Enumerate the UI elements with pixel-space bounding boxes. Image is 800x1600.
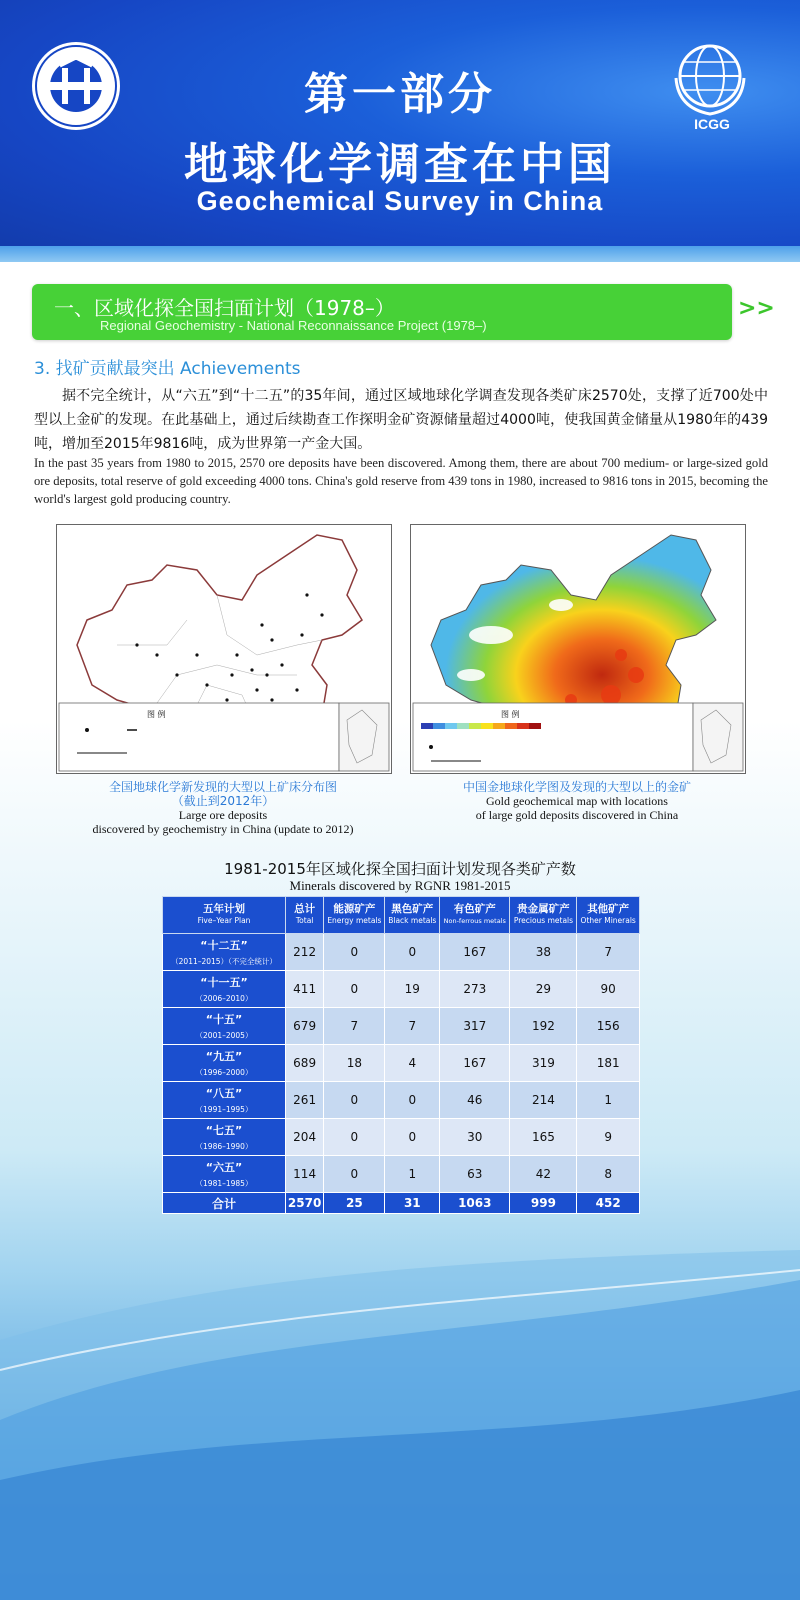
other-cell: 8 bbox=[577, 1156, 640, 1193]
energy-cell: 0 bbox=[324, 1082, 385, 1119]
double-chevron-icon: >> bbox=[738, 296, 775, 321]
plan-years: （2006–2010） bbox=[195, 994, 253, 1003]
main-title-en: Geochemical Survey in China bbox=[196, 186, 604, 216]
header-nonferrous bbox=[440, 897, 510, 934]
total-cell: 689 bbox=[286, 1045, 324, 1082]
black-cell: 19 bbox=[385, 971, 440, 1008]
plan-years: （1986–1990） bbox=[195, 1142, 253, 1151]
total-cell: 114 bbox=[286, 1156, 324, 1193]
header-cn: 有色矿产 bbox=[453, 903, 496, 915]
header-black bbox=[385, 897, 440, 934]
table-row bbox=[163, 1119, 640, 1156]
header-en: Other Minerals bbox=[580, 916, 636, 925]
plan-name: “六五” bbox=[205, 1161, 243, 1174]
map1-caption bbox=[56, 780, 390, 836]
plan-name: “十一五” bbox=[200, 976, 248, 989]
plan-name: “九五” bbox=[205, 1050, 243, 1063]
header-en: Energy metals bbox=[327, 916, 382, 925]
energy-cell: 0 bbox=[324, 971, 385, 1008]
plan-name: “十五” bbox=[205, 1013, 243, 1026]
plan-years: （2001–2005） bbox=[195, 1031, 253, 1040]
plan-cell bbox=[163, 1045, 286, 1082]
black-cell: 0 bbox=[385, 1082, 440, 1119]
precious-cell: 165 bbox=[510, 1119, 577, 1156]
precious-cell: 999 bbox=[510, 1193, 577, 1214]
energy-cell: 25 bbox=[324, 1193, 385, 1214]
other-cell: 7 bbox=[577, 934, 640, 971]
plan-years: （1991–1995） bbox=[195, 1105, 253, 1114]
paragraph-en: In the past 35 years from 1980 to 2015, 2570 ore deposits have been discovered. Among them, there are about 700 medium- or large-sized gold ore deposits, total reserve of gold exceeding 4000 tons. China's gold reserve from 439 tons in 1980, increased to 9816 tons in 2015, becoming the world's largest gold producing country. bbox=[34, 456, 768, 506]
energy-cell: 7 bbox=[324, 1008, 385, 1045]
ore-deposits-map bbox=[56, 524, 392, 774]
map1-caption-cn-note: （截止到2012年） bbox=[171, 794, 275, 808]
total-cell: 261 bbox=[286, 1082, 324, 1119]
nonferrous-cell: 317 bbox=[440, 1008, 510, 1045]
plan-years: （2011–2015）（不完全统计） bbox=[171, 957, 277, 966]
other-cell: 156 bbox=[577, 1008, 640, 1045]
map2-caption-en-1: Gold geochemical map with locations bbox=[486, 794, 668, 808]
plan-years: （1981–1985） bbox=[195, 1179, 253, 1188]
nonferrous-cell: 273 bbox=[440, 971, 510, 1008]
precious-cell: 319 bbox=[510, 1045, 577, 1082]
table-row bbox=[163, 1082, 640, 1119]
black-cell: 31 bbox=[385, 1193, 440, 1214]
header-cn: 其他矿产 bbox=[587, 903, 630, 915]
plan-years: （1996–2000） bbox=[195, 1068, 253, 1077]
black-cell: 0 bbox=[385, 934, 440, 971]
total-cell: 411 bbox=[286, 971, 324, 1008]
map2-caption-cn: 中国金地球化学图及发现的大型以上的金矿 bbox=[462, 780, 691, 794]
header-energy bbox=[324, 897, 385, 934]
map-legend-title: 图 例 bbox=[147, 710, 166, 719]
table-row bbox=[163, 971, 640, 1008]
plan-cell bbox=[163, 971, 286, 1008]
header-total bbox=[286, 897, 324, 934]
total-cell: 679 bbox=[286, 1008, 324, 1045]
energy-cell: 0 bbox=[324, 1156, 385, 1193]
precious-cell: 38 bbox=[510, 934, 577, 971]
other-cell: 452 bbox=[577, 1193, 640, 1214]
section-title-cn: 一、区域化探全国扫面计划（1978–） bbox=[54, 296, 395, 320]
energy-cell: 0 bbox=[324, 1119, 385, 1156]
header-banner bbox=[0, 0, 800, 262]
section-banner bbox=[32, 284, 732, 340]
table-row bbox=[163, 1156, 640, 1193]
section-title-en: Regional Geochemistry - National Reconnaissance Project (1978–) bbox=[100, 318, 487, 333]
nonferrous-cell: 1063 bbox=[440, 1193, 510, 1214]
total-cell: 2570 bbox=[286, 1193, 324, 1214]
other-cell: 181 bbox=[577, 1045, 640, 1082]
map2-caption bbox=[410, 780, 744, 822]
icgg-logo-text: ICGG bbox=[694, 116, 730, 132]
map1-caption-en-1: Large ore deposits bbox=[178, 808, 268, 822]
minerals-table bbox=[162, 896, 640, 1214]
header-en: Precious metals bbox=[513, 916, 574, 925]
map-legend-title: 图 例 bbox=[501, 710, 520, 719]
header-cn: 五年计划 bbox=[203, 903, 245, 915]
black-cell: 4 bbox=[385, 1045, 440, 1082]
header-en: Total bbox=[295, 916, 314, 925]
table-row bbox=[163, 934, 640, 971]
header-en: Non-ferrous metals bbox=[443, 917, 506, 925]
precious-cell: 192 bbox=[510, 1008, 577, 1045]
plan-cell bbox=[163, 1008, 286, 1045]
plan-cell bbox=[163, 934, 286, 971]
black-cell: 0 bbox=[385, 1119, 440, 1156]
plan-name: “十二五” bbox=[200, 939, 248, 952]
precious-cell: 42 bbox=[510, 1156, 577, 1193]
table-header-row bbox=[163, 897, 640, 934]
plan-cell bbox=[163, 1082, 286, 1119]
black-cell: 7 bbox=[385, 1008, 440, 1045]
gold-heatmap-image bbox=[411, 525, 745, 773]
background-wave bbox=[0, 1220, 800, 1600]
map2-caption-en-2: of large gold deposits discovered in China bbox=[475, 808, 679, 822]
table-row bbox=[163, 1045, 640, 1082]
nonferrous-cell: 46 bbox=[440, 1082, 510, 1119]
main-title-cn: 地球化学调查在中国 bbox=[184, 139, 616, 190]
nonferrous-cell: 167 bbox=[440, 934, 510, 971]
black-cell: 1 bbox=[385, 1156, 440, 1193]
energy-cell: 0 bbox=[324, 934, 385, 971]
header-band bbox=[0, 246, 800, 262]
subsection-title: 3. 找矿贡献最突出 Achievements bbox=[34, 359, 301, 379]
other-cell: 1 bbox=[577, 1082, 640, 1119]
header-cn: 能源矿产 bbox=[333, 903, 376, 915]
total-cell: 204 bbox=[286, 1119, 324, 1156]
precious-cell: 214 bbox=[510, 1082, 577, 1119]
china-outline-map bbox=[57, 525, 391, 773]
table-row bbox=[163, 1008, 640, 1045]
part-title: 第一部分 bbox=[304, 69, 496, 120]
nonferrous-cell: 63 bbox=[440, 1156, 510, 1193]
total-cell: 212 bbox=[286, 934, 324, 971]
energy-cell: 18 bbox=[324, 1045, 385, 1082]
header-en: Five–Year Plan bbox=[197, 916, 251, 925]
nonferrous-cell: 30 bbox=[440, 1119, 510, 1156]
table-subtitle: Minerals discovered by RGNR 1981-2015 bbox=[289, 878, 511, 893]
paragraph-cn: 据不完全统计，从“六五”到“十二五”的35年间，通过区域地球化学调查发现各类矿床2570处，支撑了近700处中型以上金矿的发现。在此基础上，通过后续勘查工作探明金矿资源储量超过4000吨，使我国黄金储量从1980年的439吨，增加至2015年9816吨，成为世界第一产金大国。 bbox=[34, 388, 768, 452]
header-cn: 总计 bbox=[294, 903, 316, 915]
other-cell: 90 bbox=[577, 971, 640, 1008]
header-cn: 贵金属矿产 bbox=[517, 903, 570, 915]
plan-cell bbox=[163, 1119, 286, 1156]
map1-caption-cn: 全国地球化学新发现的大型以上矿床分布图 bbox=[108, 780, 337, 794]
header-precious bbox=[510, 897, 577, 934]
table-total-row bbox=[163, 1193, 640, 1214]
gold-geochemical-map bbox=[410, 524, 746, 774]
header-plan bbox=[163, 897, 286, 934]
plan-name: “七五” bbox=[205, 1124, 243, 1137]
nonferrous-cell: 167 bbox=[440, 1045, 510, 1082]
table-title: 1981-2015年区域化探全国扫面计划发现各类矿产数 bbox=[224, 860, 576, 878]
other-cell: 9 bbox=[577, 1119, 640, 1156]
header-cn: 黑色矿产 bbox=[391, 903, 434, 915]
precious-cell: 29 bbox=[510, 971, 577, 1008]
plan-cell bbox=[163, 1156, 286, 1193]
total-label: 合计 bbox=[163, 1193, 286, 1214]
plan-name: “八五” bbox=[205, 1087, 243, 1100]
header-other bbox=[577, 897, 640, 934]
map1-caption-en-2: discovered by geochemistry in China (update to 2012) bbox=[92, 822, 354, 836]
header-en: Black metals bbox=[388, 916, 437, 925]
